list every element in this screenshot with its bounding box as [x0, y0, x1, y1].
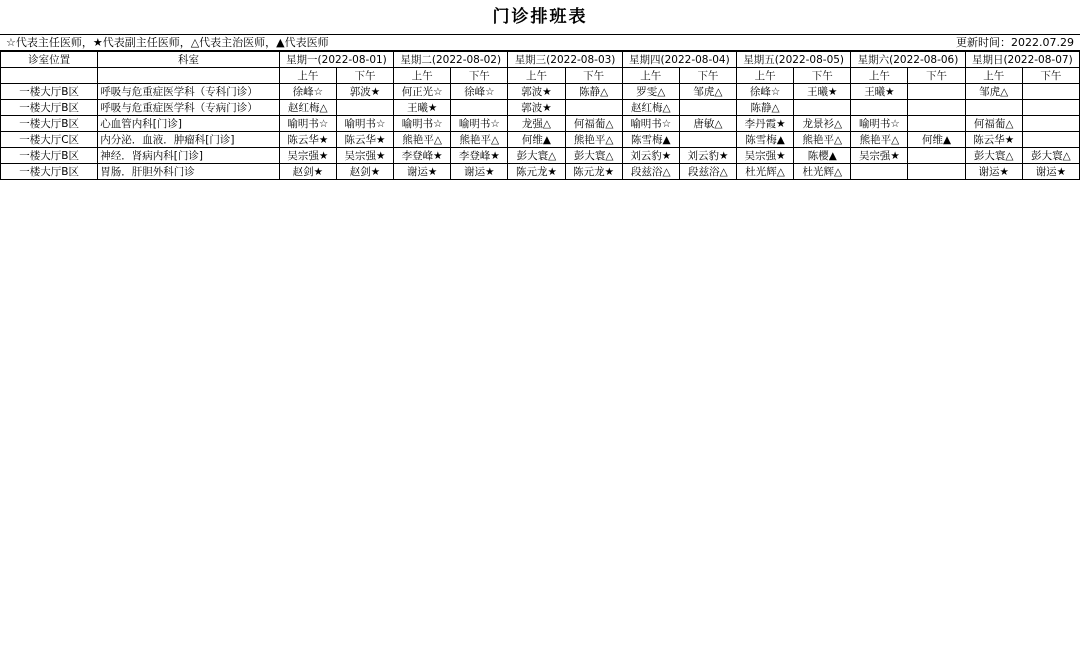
schedule-table	[0, 51, 1080, 180]
schedule-cell: 喻明书☆	[851, 116, 908, 132]
header-blank	[1, 68, 98, 84]
schedule-cell: 喻明书☆	[279, 116, 336, 132]
header-location: 诊室位置	[1, 52, 98, 68]
schedule-cell	[1022, 116, 1079, 132]
department-cell: 心血管内科[门诊]	[98, 116, 280, 132]
location-cell: 一楼大厅B区	[1, 100, 98, 116]
schedule-cell: 郭波★	[336, 84, 393, 100]
header-day: 星期一(2022-08-01)	[279, 52, 393, 68]
schedule-body	[1, 84, 1080, 180]
header-am: 上午	[622, 68, 679, 84]
header-pm: 下午	[794, 68, 851, 84]
header-day: 星期六(2022-08-06)	[851, 52, 965, 68]
table-row	[1, 100, 1080, 116]
schedule-cell: 李登峰★	[394, 148, 451, 164]
schedule-cell: 王曦★	[394, 100, 451, 116]
schedule-cell: 彭大寰△	[965, 148, 1022, 164]
schedule-cell: 邹虎△	[679, 84, 736, 100]
schedule-cell: 杜光辉△	[737, 164, 794, 180]
schedule-cell: 李丹霞★	[737, 116, 794, 132]
schedule-cell	[565, 100, 622, 116]
schedule-cell: 陈云华★	[336, 132, 393, 148]
schedule-cell: 谢运★	[451, 164, 508, 180]
page-title: 门诊排班表	[0, 0, 1080, 35]
table-row	[1, 84, 1080, 100]
schedule-cell	[679, 132, 736, 148]
schedule-cell: 刘云豹★	[679, 148, 736, 164]
schedule-cell	[851, 100, 908, 116]
location-cell: 一楼大厅B区	[1, 164, 98, 180]
table-row	[1, 132, 1080, 148]
table-row	[1, 116, 1080, 132]
schedule-cell: 何正光☆	[394, 84, 451, 100]
schedule-cell: 赵红梅△	[622, 100, 679, 116]
department-cell: 呼吸与危重症医学科（专科门诊）	[98, 84, 280, 100]
schedule-cell: 陈樱▲	[794, 148, 851, 164]
header-pm: 下午	[336, 68, 393, 84]
schedule-cell: 赵红梅△	[279, 100, 336, 116]
schedule-cell: 熊艳平△	[394, 132, 451, 148]
schedule-cell	[679, 100, 736, 116]
legend-text: ☆代表主任医师，★代表副主任医师，△代表主治医师，▲代表医师	[6, 36, 329, 49]
schedule-cell: 喻明书☆	[394, 116, 451, 132]
schedule-cell: 王曦★	[851, 84, 908, 100]
legend-bar	[0, 35, 1080, 51]
schedule-cell: 何维▲	[908, 132, 965, 148]
header-am: 上午	[737, 68, 794, 84]
schedule-cell: 王曦★	[794, 84, 851, 100]
department-cell: 胃肠．肝胆外科门诊	[98, 164, 280, 180]
schedule-cell: 陈云华★	[279, 132, 336, 148]
schedule-cell: 喻明书☆	[622, 116, 679, 132]
schedule-cell: 喻明书☆	[336, 116, 393, 132]
header-blank	[98, 68, 280, 84]
schedule-cell	[1022, 132, 1079, 148]
schedule-cell: 吴宗强★	[336, 148, 393, 164]
schedule-cell: 陈雪梅▲	[622, 132, 679, 148]
schedule-cell: 杜光辉△	[794, 164, 851, 180]
schedule-cell: 吴宗强★	[851, 148, 908, 164]
schedule-cell	[908, 100, 965, 116]
schedule-cell: 徐峰☆	[451, 84, 508, 100]
header-pm: 下午	[1022, 68, 1079, 84]
header-am: 上午	[508, 68, 565, 84]
department-cell: 神经．肾病内科[门诊]	[98, 148, 280, 164]
schedule-cell: 郭波★	[508, 84, 565, 100]
schedule-cell: 段兹浴△	[679, 164, 736, 180]
table-row	[1, 164, 1080, 180]
schedule-cell: 龙强△	[508, 116, 565, 132]
schedule-cell: 何福葡△	[565, 116, 622, 132]
schedule-cell	[794, 100, 851, 116]
schedule-cell: 唐敏△	[679, 116, 736, 132]
schedule-cell	[908, 148, 965, 164]
schedule-cell	[1022, 100, 1079, 116]
schedule-cell: 吴宗强★	[279, 148, 336, 164]
header-day: 星期五(2022-08-05)	[737, 52, 851, 68]
schedule-cell	[851, 164, 908, 180]
schedule-cell: 彭大寰△	[565, 148, 622, 164]
schedule-cell: 李登峰★	[451, 148, 508, 164]
schedule-cell: 彭大寰△	[508, 148, 565, 164]
schedule-cell: 段兹浴△	[622, 164, 679, 180]
schedule-cell: 陈元龙★	[565, 164, 622, 180]
schedule-cell	[1022, 84, 1079, 100]
schedule-cell: 熊艳平△	[565, 132, 622, 148]
schedule-cell	[451, 100, 508, 116]
department-cell: 内分泌．血液．肿瘤科[门诊]	[98, 132, 280, 148]
schedule-cell: 龙景衫△	[794, 116, 851, 132]
schedule-cell: 熊艳平△	[794, 132, 851, 148]
header-pm: 下午	[451, 68, 508, 84]
schedule-cell: 吴宗强★	[737, 148, 794, 164]
schedule-cell: 何维▲	[508, 132, 565, 148]
schedule-cell: 郭波★	[508, 100, 565, 116]
header-department: 科室	[98, 52, 280, 68]
header-day: 星期日(2022-08-07)	[965, 52, 1079, 68]
header-am: 上午	[965, 68, 1022, 84]
schedule-cell: 徐峰☆	[737, 84, 794, 100]
schedule-cell: 徐峰☆	[279, 84, 336, 100]
schedule-cell	[908, 84, 965, 100]
header-pm: 下午	[565, 68, 622, 84]
schedule-cell	[965, 100, 1022, 116]
header-am: 上午	[279, 68, 336, 84]
schedule-cell: 赵剑★	[336, 164, 393, 180]
schedule-cell	[336, 100, 393, 116]
schedule-cell: 谢运★	[1022, 164, 1079, 180]
schedule-cell: 谢运★	[394, 164, 451, 180]
schedule-cell: 赵剑★	[279, 164, 336, 180]
schedule-cell: 熊艳平△	[451, 132, 508, 148]
schedule-cell: 谢运★	[965, 164, 1022, 180]
header-am: 上午	[851, 68, 908, 84]
table-row	[1, 148, 1080, 164]
department-cell: 呼吸与危重症医学科（专病门诊）	[98, 100, 280, 116]
header-day: 星期四(2022-08-04)	[622, 52, 736, 68]
header-day: 星期二(2022-08-02)	[394, 52, 508, 68]
schedule-cell: 罗雯△	[622, 84, 679, 100]
schedule-cell: 熊艳平△	[851, 132, 908, 148]
schedule-cell: 陈静△	[565, 84, 622, 100]
schedule-cell	[908, 116, 965, 132]
update-time: 更新时间：2022.07.29	[956, 36, 1074, 49]
header-pm: 下午	[679, 68, 736, 84]
header-am: 上午	[394, 68, 451, 84]
schedule-cell: 陈静△	[737, 100, 794, 116]
schedule-cell: 刘云豹★	[622, 148, 679, 164]
schedule-cell: 陈云华★	[965, 132, 1022, 148]
header-pm: 下午	[908, 68, 965, 84]
schedule-cell: 何福葡△	[965, 116, 1022, 132]
location-cell: 一楼大厅C区	[1, 132, 98, 148]
header-day: 星期三(2022-08-03)	[508, 52, 622, 68]
location-cell: 一楼大厅B区	[1, 148, 98, 164]
schedule-cell: 喻明书☆	[451, 116, 508, 132]
location-cell: 一楼大厅B区	[1, 116, 98, 132]
schedule-cell: 彭大寰△	[1022, 148, 1079, 164]
schedule-cell: 陈雪梅▲	[737, 132, 794, 148]
schedule-cell	[908, 164, 965, 180]
schedule-cell: 邹虎△	[965, 84, 1022, 100]
location-cell: 一楼大厅B区	[1, 84, 98, 100]
schedule-cell: 陈元龙★	[508, 164, 565, 180]
